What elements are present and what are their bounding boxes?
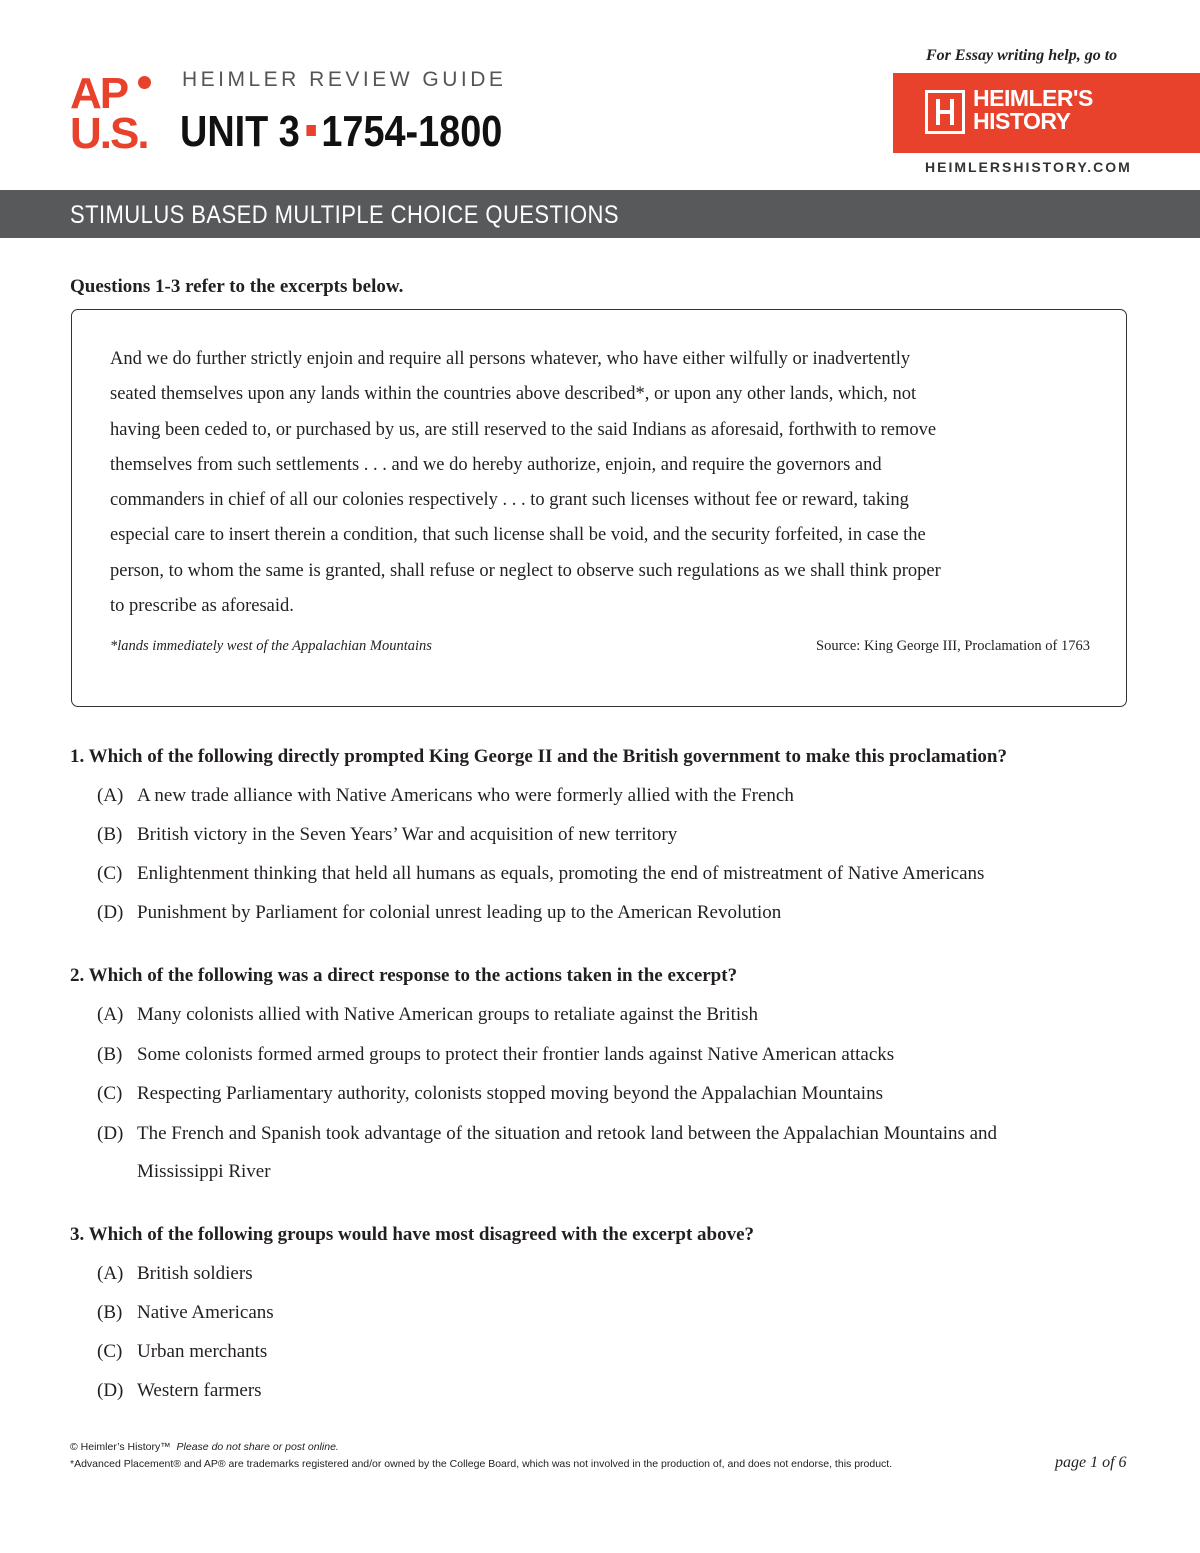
question-2-option-b[interactable]: (B) Some colonists formed armed groups to protect their frontier lands against Native American attacks bbox=[97, 1044, 895, 1065]
unit-title bbox=[180, 106, 502, 158]
question-3-option-d[interactable]: (D) Western farmers bbox=[97, 1380, 262, 1401]
question-3-option-b[interactable]: (B) Native Americans bbox=[97, 1302, 274, 1323]
footer-copyright: © Heimler’s History™ Please do not share or post online. bbox=[70, 1441, 339, 1453]
footer-notice: Please do not share or post online. bbox=[176, 1441, 339, 1453]
unit-separator bbox=[307, 125, 316, 136]
unit-years: 1754-1800 bbox=[321, 107, 503, 156]
logo-registered-dot bbox=[138, 76, 151, 89]
section-title: STIMULUS BASED MULTIPLE CHOICE QUESTIONS bbox=[70, 201, 619, 229]
question-1-option-b[interactable]: (B) British victory in the Seven Years’ War and acquisition of new territory bbox=[97, 824, 678, 845]
ap-us-logo bbox=[70, 69, 160, 158]
page-number: page 1 of 6 bbox=[1055, 1454, 1127, 1471]
excerpt-line: seated themselves upon any lands within the countries above described*, or upon any other lands, which, not bbox=[110, 384, 917, 405]
unit-label: UNIT 3 bbox=[180, 107, 300, 156]
question-2-option-c[interactable]: (C) Respecting Parliamentary authority, colonists stopped moving beyond the Appalachian Mountains bbox=[97, 1083, 883, 1104]
question-1-option-a[interactable]: (A) A new trade alliance with Native Americans who were formerly allied with the French bbox=[97, 785, 794, 806]
brand-name: HEIMLER'S HISTORY bbox=[973, 85, 1093, 134]
question-1-option-d[interactable]: (D) Punishment by Parliament for colonial unrest leading up to the American Revolution bbox=[97, 902, 782, 923]
question-3-option-c[interactable]: (C) Urban merchants bbox=[97, 1341, 268, 1362]
section-header-bar bbox=[0, 190, 1200, 238]
question-1-stem: 1. Which of the following directly prompted King George II and the British government to make this proclamation? bbox=[70, 746, 1007, 767]
footer-trademark: *Advanced Placement® and AP® are trademarks registered and/or owned by the College Board, which was not involved in the production of, and does not endorse, this product. bbox=[70, 1458, 893, 1470]
heimlers-history-logo[interactable] bbox=[893, 73, 1200, 153]
excerpt-text bbox=[110, 342, 1080, 624]
question-2-option-d-continuation: Mississippi River bbox=[137, 1161, 271, 1182]
question-3-stem: 3. Which of the following groups would have most disagreed with the excerpt above? bbox=[70, 1224, 755, 1245]
h-logo-icon bbox=[925, 90, 965, 134]
excerpt-line: to prescribe as aforesaid. bbox=[110, 596, 294, 617]
excerpt-footnote: *lands immediately west of the Appalachian Mountains bbox=[110, 638, 432, 654]
excerpt-source: Source: King George III, Proclamation of 1763 bbox=[816, 638, 1090, 654]
guide-title: HEIMLER REVIEW GUIDE bbox=[182, 68, 507, 91]
excerpt-line: person, to whom the same is granted, shall refuse or neglect to observe such regulations as we shall think proper bbox=[110, 560, 941, 581]
question-2-stem: 2. Which of the following was a direct response to the actions taken in the excerpt? bbox=[70, 965, 738, 986]
question-2-option-d[interactable]: (D) The French and Spanish took advantage of the situation and retook land between the Appalachian Mountains and bbox=[97, 1123, 998, 1144]
excerpt-line: And we do further strictly enjoin and require all persons whatever, who have either wilfully or inadvertently bbox=[110, 349, 911, 369]
question-1-option-c[interactable]: (C) Enlightenment thinking that held all humans as equals, promoting the end of mistreatment of Native Americans bbox=[97, 863, 985, 884]
brand-url-link[interactable]: HEIMLERSHISTORY.COM bbox=[925, 159, 1132, 175]
excerpt-line: having been ceded to, or purchased by us, are still reserved to the said Indians as aforesaid, forthwith to remove bbox=[110, 419, 937, 440]
excerpt-line: especial care to insert therein a condition, that such license shall be void, and the security forfeited, in case the bbox=[110, 525, 926, 546]
question-2-option-a[interactable]: (A) Many colonists allied with Native American groups to retaliate against the British bbox=[97, 1004, 759, 1025]
excerpt-line: commanders in chief of all our colonies respectively . . . to grant such licenses without fee or reward, taking bbox=[110, 490, 909, 511]
excerpt-box bbox=[71, 309, 1127, 707]
excerpt-line: themselves from such settlements . . . and we do hereby authorize, enjoin, and require the governors and bbox=[110, 454, 882, 475]
logo-us-text: U.S. bbox=[70, 109, 148, 158]
essay-help-text: For Essay writing help, go to bbox=[926, 47, 1118, 64]
logo-ap-text: AP bbox=[70, 69, 128, 118]
question-3-option-a[interactable]: (A) British soldiers bbox=[97, 1263, 253, 1284]
questions-intro: Questions 1-3 refer to the excerpts below. bbox=[70, 276, 404, 297]
